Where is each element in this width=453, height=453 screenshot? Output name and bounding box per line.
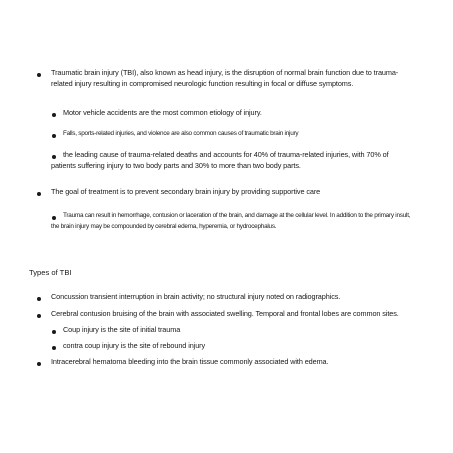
list-item-text: Motor vehicle accidents are the most common etiology of injury. bbox=[63, 108, 262, 117]
bullet-icon bbox=[52, 134, 56, 138]
bullet-icon bbox=[37, 362, 41, 366]
list-item-text: Intracerebral hematoma bleeding into the brain tissue commonly associated with edema. bbox=[51, 357, 329, 366]
list-item-text: Coup injury is the site of initial trauma bbox=[63, 325, 181, 334]
bullet-icon bbox=[37, 73, 41, 77]
bullet-icon bbox=[37, 314, 41, 318]
bullet-icon bbox=[52, 346, 56, 350]
section-heading: Types of TBI bbox=[29, 268, 72, 277]
list-item-text: the leading cause of trauma-related deaths and accounts for 40% of trauma-related injuries, with 70% of patients suffering injury to two body parts and 30% to more than two body parts. bbox=[51, 150, 389, 170]
list-item-text: The goal of treatment is to prevent secondary brain injury by providing supportive care bbox=[51, 187, 321, 196]
bullet-icon bbox=[52, 113, 56, 117]
list-item-text: Traumatic brain injury (TBI), also known as head injury, is the disruption of normal brain function due to trauma-related injury resulting in compromised neurologic function resulting in focal or diffuse symptoms. bbox=[51, 68, 399, 88]
list-item-text: Cerebral contusion bruising of the brain with associated swelling. Temporal and frontal lobes are common sites. bbox=[51, 309, 399, 318]
list-item-text: Trauma can result in hemorrhage, contusion or laceration of the brain, and damage at the cellular level. In addition to the primary insult, the brain injury may be compounded by cerebral edema, hyperemia, or hydrocephalus. bbox=[51, 212, 411, 230]
bullet-icon bbox=[37, 192, 41, 196]
list-item-text: Falls, sports-related injuries, and violence are also common causes of traumatic brain injury bbox=[63, 130, 299, 137]
bullet-icon bbox=[37, 297, 41, 301]
bullet-icon bbox=[52, 330, 56, 334]
list-item-text: Concussion transient interruption in brain activity; no structural injury noted on radiographics. bbox=[51, 292, 341, 301]
list-item-text: contra coup injury is the site of rebound injury bbox=[63, 341, 206, 350]
